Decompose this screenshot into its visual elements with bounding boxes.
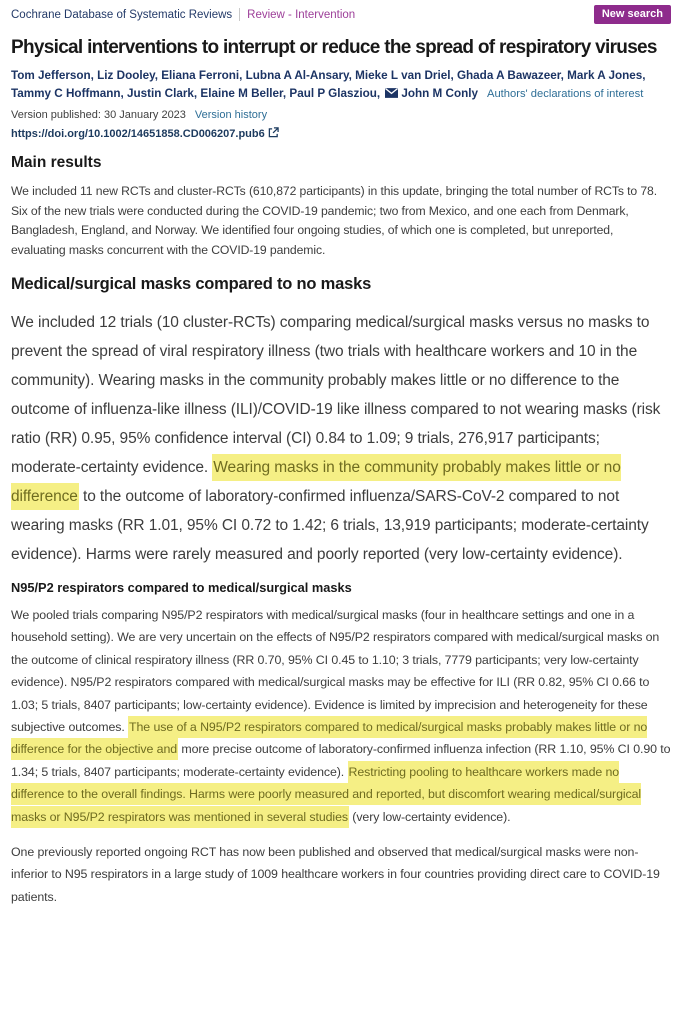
author-names: Tom Jefferson, Liz Dooley, Eliana Ferroni, Lubna A Al-Ansary, Mieke L van Driel, Ghada A Bawazeer, Mark A Jones, Tammy C Hoffmann, Justin Clark, Elaine M Beller, Paul P Glasziou, <box>11 69 646 100</box>
highlighted-text: Wearing masks in the community probably makes little or no difference <box>11 454 621 510</box>
paragraph <box>11 308 669 569</box>
paragraph-text: One previously reported ongoing RCT has now been published and observed that medical/surgical masks were non-inferior to N95 respirators in a large study of 1009 healthcare workers in four countries providing direct care to COVID-19 patients. <box>11 845 660 904</box>
envelope-icon <box>385 86 398 104</box>
paragraph-text: We included 11 new RCTs and cluster-RCTs (610,872 participants) in this update, bringing the total number of RCTs to 78. Six of the new trials were conducted during the COVID-19 pandemic; two from Mexico, and one each from Denmark, Bangladesh, England, and Norway. We identified four ongoing studies, of which one is completed, but unreported, evaluating masks concurrent with the COVID-19 pandemic. <box>11 184 658 257</box>
cochrane-review-page <box>0 5 683 908</box>
version-history-link[interactable]: Version history <box>194 109 268 121</box>
paragraph-text: (very low-certainty evidence). <box>348 809 511 824</box>
topbar <box>11 5 671 24</box>
paragraph-text: to the outcome of laboratory-confirmed influenza/SARS-CoV-2 compared to not wearing masks (RR 1.01, 95% CI 0.72 to 1.42; 6 trials, 13,919 participants; moderate-certainty evidence). Harms were rarely measured and poorly reported (very low-certainty evidence). <box>11 488 649 563</box>
version-published-label: Version published: <box>11 109 101 121</box>
new-search-button[interactable]: New search <box>594 5 671 24</box>
paragraph-text: We included 12 trials (10 cluster-RCTs) comparing medical/surgical masks versus no masks to prevent the spread of viral respiratory illness (two trials with healthcare workers and 10 in the community). Wearing masks in the community probably makes little or no difference to the outcome of influenza-like illness (ILI)/COVID-19 like illness compared to not wearing masks (risk ratio (RR) 0.95, 95% confidence interval (CI) 0.84 to 1.09; 9 trials, 276,917 participants; moderate-certainty evidence. <box>11 314 661 476</box>
paragraph <box>11 182 671 260</box>
author-list <box>11 67 661 104</box>
paragraph <box>11 604 671 828</box>
main-results-heading: Main results <box>11 154 102 171</box>
paragraph <box>11 841 671 908</box>
paragraph-text: We pooled trials comparing N95/P2 respirators with medical/surgical masks (four in healthcare settings and one in a household setting). We are very uncertain on the effects of N95/P2 respirators compared with medical/surgical masks on the outcome of clinical respiratory illness (RR 0.70, 95% CI 0.45 to 1.10; 3 trials, 7779 participants; very low-certainty evidence). N95/P2 respirators compared with medical/surgical masks may be effective for ILI (RR 0.82, 95% CI 0.66 to 1.03; 5 trials, 8407 participants; low-certainty evidence). Evidence is limited by imprecision and heterogeneity for these subjective outcomes. <box>11 608 660 735</box>
review-type-label: Review - Intervention <box>247 8 356 21</box>
topbar-divider <box>239 8 240 21</box>
database-title: Cochrane Database of Systematic Reviews <box>11 8 233 21</box>
heading-medical-surgical-masks: Medical/surgical masks compared to no masks <box>11 275 372 293</box>
paragraph-text: more precise outcome of laboratory-confirmed influenza infection (RR 1.10, 95% CI 0.90 to 1.34; 5 trials, 8407 participants; moderate-certainty evidence). <box>11 742 671 779</box>
highlighted-text: Restricting pooling to healthcare workers made no difference to the overall findings. Harms were poorly measured and reported, but discomfort wearing medical/surgical masks or N95/P2 respirators was mentioned in several studies <box>11 761 641 828</box>
declarations-of-interest-link[interactable]: Authors' declarations of interest <box>487 88 644 100</box>
corresponding-author: John M Conly <box>401 87 478 100</box>
version-line <box>11 109 671 121</box>
article-body <box>11 182 671 908</box>
doi-link[interactable]: https://doi.org/10.1002/14651858.CD006207.pub6 <box>11 128 265 140</box>
external-link-icon <box>268 127 279 141</box>
article-title: Physical interventions to interrupt or reduce the spread of respiratory viruses <box>11 37 657 58</box>
highlighted-text: The use of a N95/P2 respirators compared to medical/surgical masks probably makes little or no difference for the objective and <box>11 716 647 760</box>
version-date: 30 January 2023 <box>103 109 186 121</box>
heading-n95-respirators: N95/P2 respirators compared to medical/surgical masks <box>11 580 352 595</box>
doi-line <box>11 127 671 141</box>
